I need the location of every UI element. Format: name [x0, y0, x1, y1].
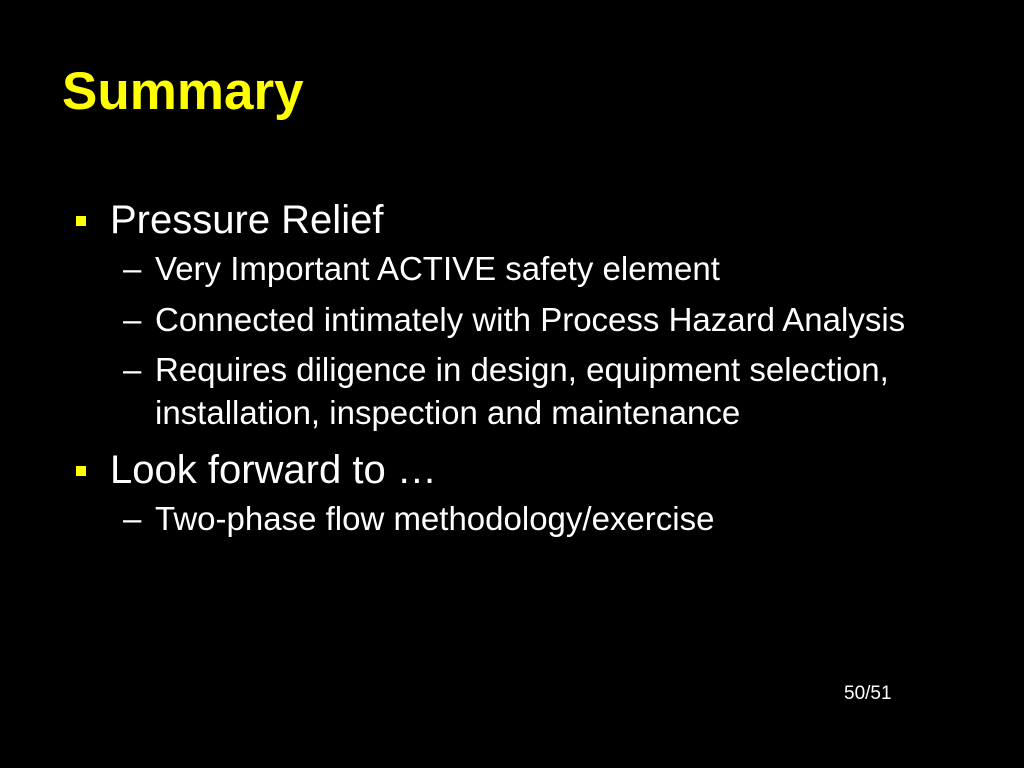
- sub-bullet-item: [123, 299, 935, 342]
- sub-bullet-text: Requires diligence in design, equipment selection, installation, inspection and maintenance: [155, 351, 889, 431]
- dash-marker: –: [123, 500, 142, 537]
- sub-bullet-text: Two-phase flow methodology/exercise: [155, 500, 715, 537]
- page-number: 50/51: [844, 683, 892, 704]
- dash-marker: –: [123, 300, 142, 338]
- sub-bullet-item: [123, 248, 935, 291]
- dash-marker: –: [123, 351, 142, 388]
- square-bullet-icon: [76, 216, 86, 226]
- bullet-list: [0, 192, 1024, 541]
- sub-bullet-item: [123, 349, 935, 434]
- slide-title: Summary: [62, 62, 304, 121]
- sub-bullet-text: Connected intimately with Process Hazard Analysis: [155, 300, 906, 338]
- bullet-item-pressure-relief: [0, 192, 1024, 434]
- sub-bullet-item: [123, 498, 935, 541]
- square-bullet-icon: [76, 466, 86, 476]
- sub-bullet-list: [110, 498, 1024, 541]
- dash-marker: –: [123, 250, 142, 287]
- sub-bullet-list: [110, 248, 1024, 434]
- bullet-text: Look forward to …: [110, 448, 437, 492]
- bullet-text: Pressure Relief: [110, 198, 384, 242]
- bullet-item-look-forward: [0, 442, 1024, 541]
- sub-bullet-text: Very Important ACTIVE safety element: [155, 250, 720, 287]
